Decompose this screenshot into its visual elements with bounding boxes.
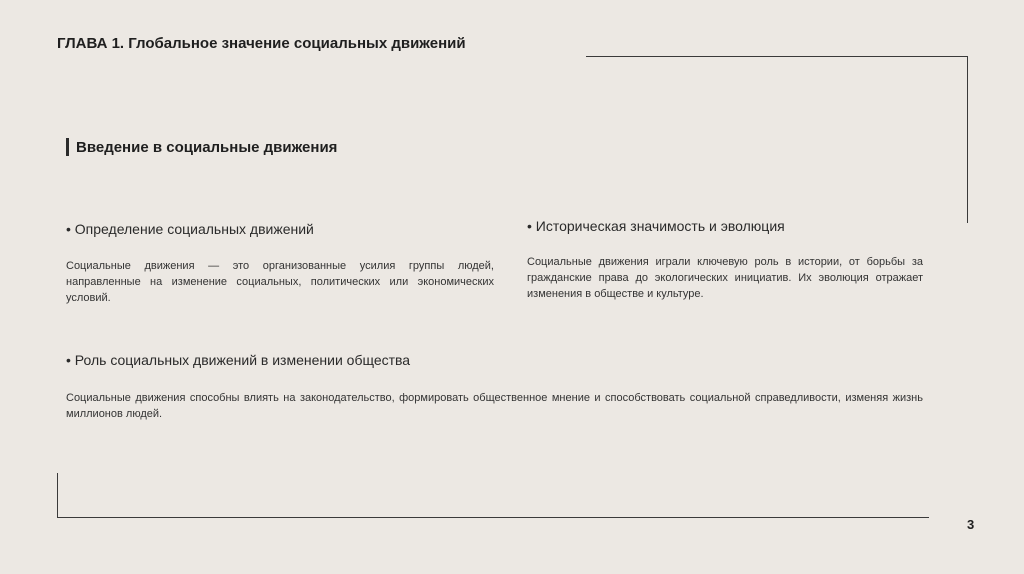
block-history-title: • Историческая значимость и эволюция: [527, 218, 785, 234]
page-number: 3: [967, 517, 975, 532]
block-definition-title: • Определение социальных движений: [66, 221, 314, 237]
bottom-left-vertical-line: [57, 473, 58, 518]
block-definition-text: Социальные движения — это организованные усилия группы людей, направленные на изменение социальных, политических или экономических условий.: [66, 260, 494, 304]
bottom-horizontal-line: [57, 517, 929, 518]
section-heading-text: Введение в социальные движения: [76, 138, 338, 156]
section-heading: [66, 138, 337, 156]
chapter-title: ГЛАВА 1. Глобальное значение социальных движений: [57, 35, 466, 52]
block-history-text: Социальные движения играли ключевую роль в истории, от борьбы за гражданские права до экологических инициатив. Их эволюция отражает изменения в обществе и культуре.: [527, 256, 923, 300]
top-right-vertical-line: [967, 56, 968, 223]
top-right-horizontal-line: [586, 56, 968, 57]
section-heading-bar: [66, 138, 69, 156]
block-role-text: Социальные движения способны влиять на законодательство, формировать общественное мнение и способствовать социальной справедливости, изменяя жизнь миллионов людей.: [66, 392, 923, 420]
block-role-title: • Роль социальных движений в изменении общества: [66, 352, 411, 368]
